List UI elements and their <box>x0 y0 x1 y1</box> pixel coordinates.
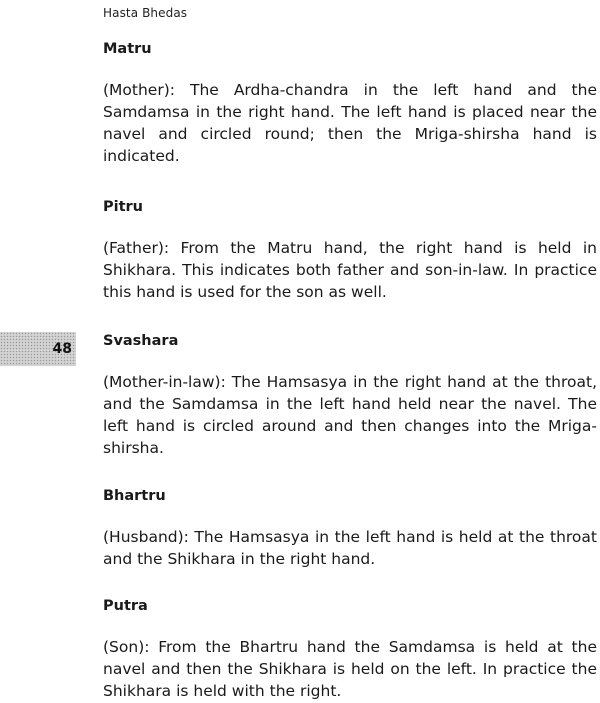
section-paragraph: (Father): From the Matru hand, the right hand is held in Shikhara. This indicates both father and son-in-law. In practice this hand is used for the son as well. <box>103 239 597 301</box>
page-number-tab <box>0 332 76 366</box>
section-paragraph: (Husband): The Hamsasya in the left hand is held at the throat and the Shikhara in the right hand. <box>103 528 597 568</box>
section-heading: Pitru <box>103 199 144 215</box>
running-head: Hasta Bhedas <box>103 6 188 20</box>
section-svashara <box>103 332 597 459</box>
section-heading: Svashara <box>103 333 179 349</box>
section-bhartru <box>103 487 597 570</box>
page-number: 48 <box>52 341 72 357</box>
section-paragraph: (Son): From the Bhartru hand the Samdamsa is held at the navel and then the Shikhara is held on the left. In practice the Shikhara is held with the right. <box>103 638 597 700</box>
section-pitru <box>103 198 597 303</box>
section-paragraph: (Mother): The Ardha-chandra in the left hand and the Samdamsa in the right hand. The left hand is placed near the navel and circled round; then the Mriga-shirsha hand is indicated. <box>103 81 597 165</box>
section-heading: Bhartru <box>103 488 166 504</box>
section-paragraph: (Mother-in-law): The Hamsasya in the right hand at the throat, and the Samdamsa in the left hand held near the navel. The left hand is circled around and then changes into the Mriga-shirsha. <box>103 373 597 457</box>
section-putra <box>103 597 597 702</box>
section-matru <box>103 40 597 167</box>
section-heading: Putra <box>103 598 148 614</box>
section-heading: Matru <box>103 41 152 57</box>
